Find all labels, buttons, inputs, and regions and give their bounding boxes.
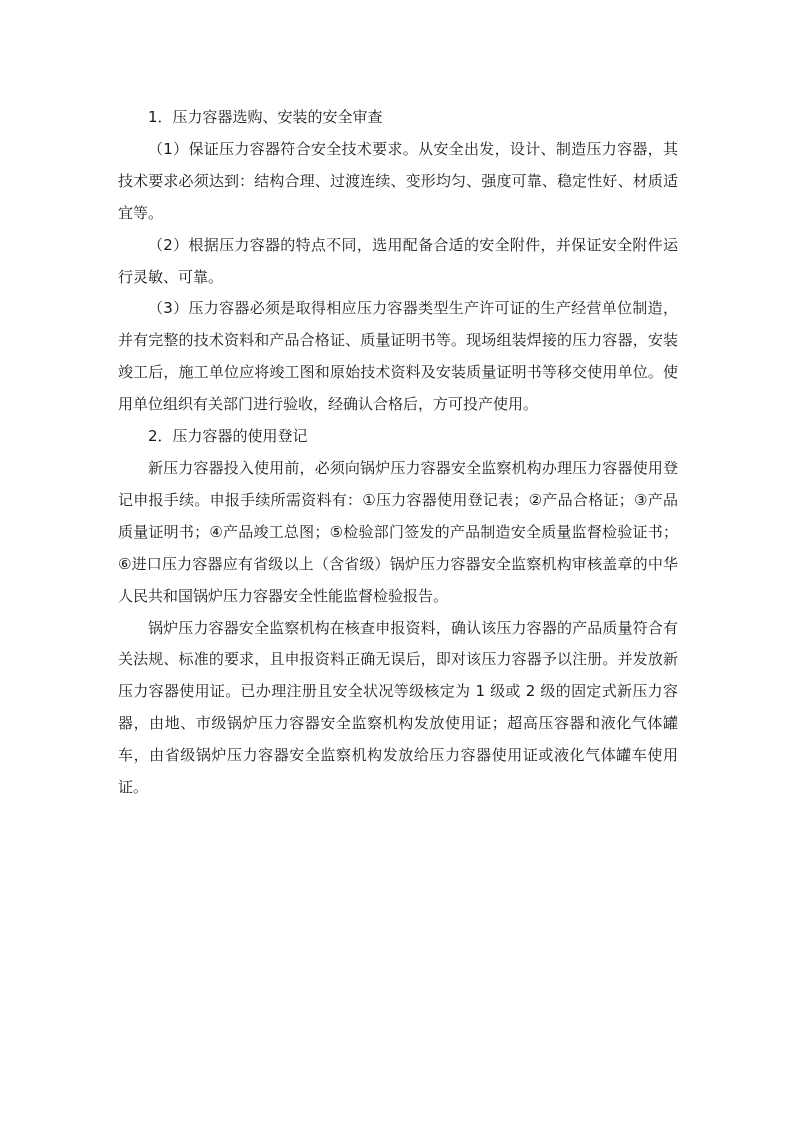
section-heading-1: 1．压力容器选购、安装的安全审查 [148,108,383,126]
document-page [118,102,678,804]
paragraph-3: （3）压力容器必须是取得相应压力容器类型生产许可证的生产经营单位制造，并有完整的技术资料和产品合格证、质量证明书等。现场组装焊接的压力容器，安装竣工后，施工单位应将竣工图和原始技术资料及安装质量证明书等移交使用单位。使用单位组织有关部门进行验收，经确认合格后，方可投产使用。 [118,299,678,414]
paragraph-2: （2）根据压力容器的特点不同，选用配备合适的安全附件，并保证安全附件运行灵敏、可靠。 [118,235,678,286]
paragraph-1: （1）保证压力容器符合安全技术要求。从安全出发，设计、制造压力容器，其技术要求必须达到：结构合理、过渡连续、变形均匀、强度可靠、稳定性好、材质适宜等。 [118,139,678,222]
paragraph-5: 锅炉压力容器安全监察机构在核查申报资料，确认该压力容器的产品质量符合有关法规、标准的要求，且申报资料正确无误后，即对该压力容器予以注册。并发放新压力容器使用证。已办理注册且安全状况等级核定为 1 级或 2 级的固定式新压力容器，由地、市级锅炉压力容器安全监察机构发放使用证；超高压容器和液化气体罐车，由省级锅炉压力容器安全监察机构发放给压力容器使用证或液化气体罐车使用证。 [118,618,678,797]
paragraph-4: 新压力容器投入使用前，必须向锅炉压力容器安全监察机构办理压力容器使用登记申报手续。申报手续所需资料有：①压力容器使用登记表；②产品合格证；③产品质量证明书；④产品竣工总图；⑤检验部门签发的产品制造安全质量监督检验证书；⑥进口压力容器应有省级以上（含省级）锅炉压力容器安全监察机构审核盖章的中华人民共和国锅炉压力容器安全性能监督检验报告。 [118,458,678,605]
section-heading-2: 2．压力容器的使用登记 [148,427,308,446]
